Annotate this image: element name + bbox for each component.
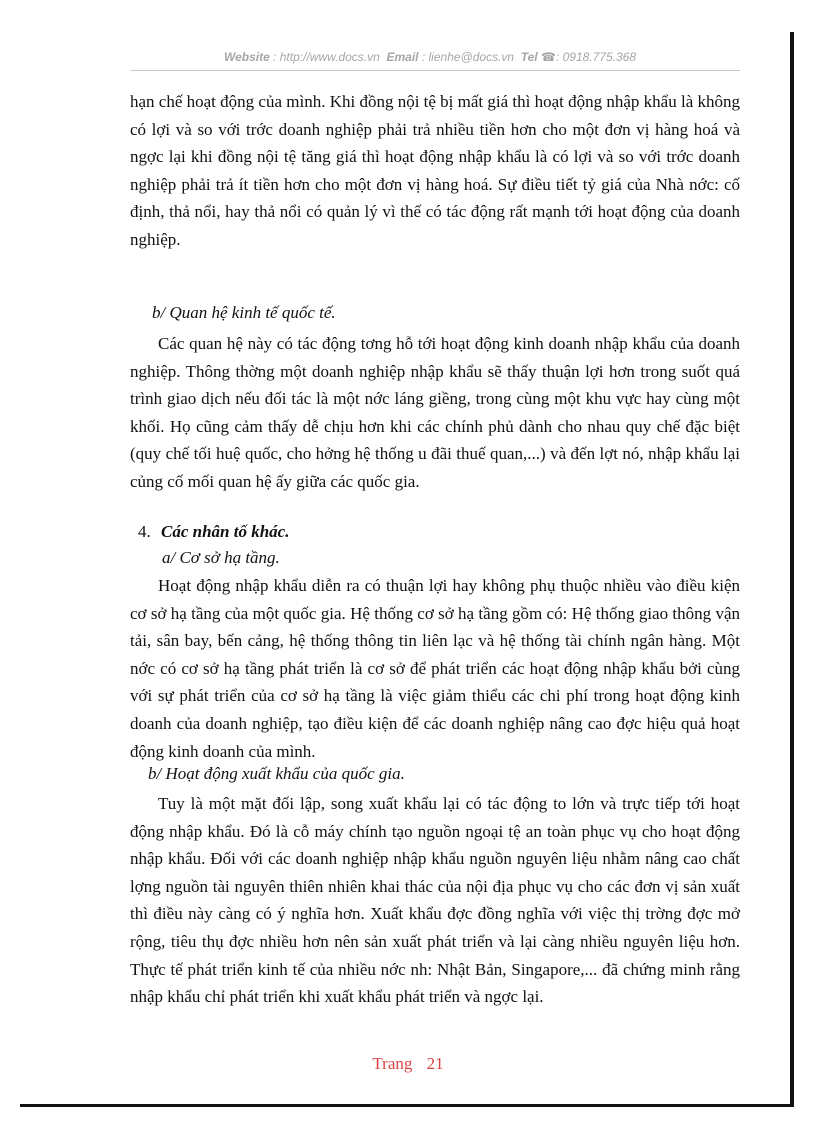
section-title: Các nhân tố khác.: [161, 522, 290, 541]
phone-icon: ☎: [541, 50, 556, 64]
page-number: [0, 1054, 816, 1074]
section-4-heading: [138, 522, 289, 542]
page-header: [150, 50, 710, 64]
heading-infrastructure: a/ Cơ sở hạ tầng.: [162, 548, 280, 567]
website-label: Website: [223, 50, 270, 64]
email-label: Email: [386, 50, 419, 64]
paragraph-infrastructure: Hoạt động nhập khẩu diễn ra có thuận lợi hay không phụ thuộc nhiều vào điều kiện cơ sở hạ tầng của một quốc gia. Hệ thống cơ sở hạ tầng gồm có: Hệ thống giao thông vận tải, sân bay, bến cảng, hệ thống thông tin liên lạc và hệ thống tài chính ngân hàng. Một nớc có cơ sở hạ tầng phát triển là cơ sở để phát triển các hoạt động nhập khẩu bởi cùng với sự phát triển của cơ sở hạ tầng là việc giảm thiểu các chi phí trong hoạt động kinh doanh của doanh nghiệp, tạo điều kiện để các doanh nghiệp nâng cao đợc hiệu quả hoạt động kinh doanh của mình.: [130, 576, 740, 761]
paragraph-export-activity: Tuy là một mặt đối lập, song xuất khẩu lại có tác động to lớn và trực tiếp tới hoạt động nhập khẩu. Đó là cỗ máy chính tạo nguồn ngoại tệ an toàn phục vụ cho hoạt động nhập khẩu. Đối với các doanh nghiệp nhập khẩu nguồn nguyên liệu nhằm nâng cao chất lợng nguồn tài nguyên thiên nhiên khai thác của nội địa phục vụ cho các đơn vị sản xuất thì điều này càng có ý nghĩa hơn. Xuất khẩu đợc đồng nghĩa với việc thị trờng đợc mở rộng, tiêu thụ đợc nhiều hơn nên sản xuất phát triển và lại càng nhiều nguyên liệu hơn. Thực tế phát triển kinh tế của nhiều nớc nh: Nhật Bản, Singapore,... đã chứng minh rằng nhập khẩu chỉ phát triển khi xuất khẩu phát triển và ngợc lại.: [130, 794, 740, 1007]
heading-export-activity: b/ Hoạt động xuất khẩu của quốc gia.: [148, 764, 405, 783]
tel-value: : 0918.775.368: [555, 50, 637, 64]
page-number-value: 21: [426, 1054, 444, 1073]
paragraph-exchange-rate: hạn chế hoạt động của mình. Khi đồng nội tệ bị mất giá thì hoạt động nhập khẩu là không có lợi và so với trớc doanh nghiệp phải trả nhiều tiền hơn cho một đơn vị hàng hoá và ngợc lại khi đồng nội tệ tăng giá thì hoạt động nhập khẩu là có lợi và so với trớc doanh nghiệp phải trả ít tiền hơn cho một đơn vị hàng hoá. Sự điều tiết tỷ giá của Nhà nớc: cố định, thả nổi, hay thả nổi có quản lý vì thế có tác động rất mạnh tới hoạt động của doanh nghiệp.: [130, 92, 740, 249]
tel-label: Tel: [520, 50, 538, 64]
website-value: : http://www.docs.vn: [273, 50, 380, 64]
page-border-shadow-right: [790, 32, 794, 1107]
page-label: Trang: [372, 1054, 413, 1073]
email-value: : lienhe@docs.vn: [421, 50, 515, 64]
section-number: 4.: [138, 522, 151, 541]
header-rule: [130, 70, 740, 71]
page-border-shadow-bottom: [20, 1104, 794, 1107]
paragraph-international-relations: Các quan hệ này có tác động tơng hỗ tới hoạt động kinh doanh nhập khẩu của doanh nghiệp. Thông thờng một doanh nghiệp nhập khẩu sẽ thấy thuận lợi hơn trong suốt quá trình giao dịch nếu đối tác là một nớc láng giềng, trong cùng một khu vực hay cùng một khối. Họ cũng cảm thấy dễ chịu hơn khi các chính phủ dành cho nhau quy chế đặc biệt (quy chế tối huệ quốc, cho hởng hệ thống u đãi thuế quan,...) và đến lợt nó, nhập khẩu lại củng cố mối quan hệ ấy giữa các quốc gia.: [130, 334, 740, 491]
heading-international-relations: b/ Quan hệ kinh tế quốc tế.: [152, 303, 336, 322]
